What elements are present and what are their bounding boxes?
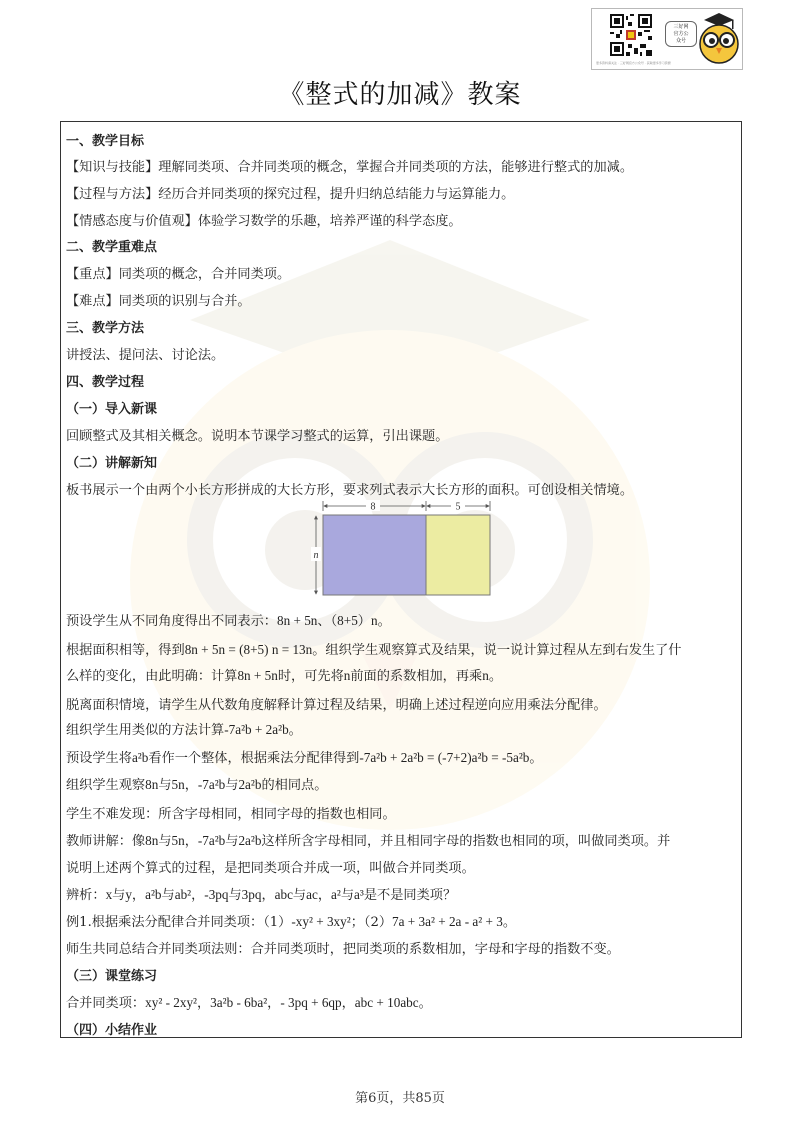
qr-caption-text: 更多资料请关注 · 三好网官方公众号 · 获取更多学习资源 bbox=[596, 61, 671, 65]
paragraph: 教师讲解：像8n与5n，-7a²b与2a²b这样所含字母相同，并且相同字母的指数也相同的项，叫做同类项。并 bbox=[66, 833, 671, 849]
paragraph: 板书展示一个由两个小长方形拼成的大长方形，要求列式表示大长方形的面积。可创设相关情境。 bbox=[66, 483, 634, 498]
subsection-heading-new-knowledge: （二）讲解新知 bbox=[66, 456, 158, 471]
paragraph: 回顾整式及其相关概念。说明本节课学习整式的运算，引出课题。 bbox=[66, 429, 449, 444]
paragraph: 【过程与方法】经历合并同类项的探究过程，提升归纳总结能力与运算能力。 bbox=[66, 187, 515, 202]
paragraph: 根据面积相等，得到8n + 5n = (8+5) n = 13n。组织学生观察算式及结果，说一说计算过程从左到右发生了什 bbox=[66, 642, 682, 658]
paragraph: 脱离面积情境，请学生从代数角度解释计算过程及结果，明确上述过程逆向应用乘法分配律。 bbox=[66, 698, 607, 713]
paragraph: 【重点】同类项的概念，合并同类项。 bbox=[66, 267, 291, 282]
paragraph: 组织学生用类似的方法计算-7a²b + 2a²b。 bbox=[66, 722, 302, 738]
paragraph: 【知识与技能】理解同类项、合并同类项的概念，掌握合并同类项的方法，能够进行整式的加减。 bbox=[66, 160, 634, 175]
left-rectangle bbox=[323, 515, 426, 595]
paragraph: 说明上述两个算式的过程，是把同类项合并成一项，叫做合并同类项。 bbox=[66, 861, 475, 876]
right-rectangle bbox=[426, 515, 490, 595]
qr-speech-bubble: 三好网 官方公 众号 bbox=[665, 21, 697, 47]
document-title: 《整式的加减》教案 bbox=[278, 80, 522, 110]
section-heading-objectives: 一、教学目标 bbox=[66, 134, 145, 149]
width-label-right: 5 bbox=[455, 501, 461, 513]
paragraph: 合并同类项：xy² - 2xy²，3a²b - 6ba²，- 3pq + 6qp，abc + 10abc。 bbox=[66, 995, 432, 1011]
subsection-heading-summary: （四）小结作业 bbox=[66, 1023, 158, 1038]
qr-code-icon bbox=[610, 14, 652, 56]
paragraph: 预设学生将a²b看作一个整体，根据乘法分配律得到-7a²b + 2a²b = (-7+2)a²b = -5a²b。 bbox=[66, 750, 543, 766]
area-rectangle-diagram bbox=[310, 497, 500, 600]
paragraph: 么样的变化，由此明确：计算8n + 5n时，可先将n前面的系数相加，再乘n。 bbox=[66, 668, 503, 684]
paragraph: 例1.根据乘法分配律合并同类项：（1）-xy² + 3xy²；（2）7a + 3a² + 2a - a² + 3。 bbox=[66, 914, 517, 930]
page-number: 第6页，共85页 bbox=[355, 1091, 445, 1106]
paragraph: 【情感态度与价值观】体验学习数学的乐趣，培养严谨的科学态度。 bbox=[66, 214, 462, 229]
subsection-heading-intro: （一）导入新课 bbox=[66, 402, 158, 417]
owl-mascot-icon bbox=[696, 10, 742, 66]
paragraph: 组织学生观察8n与5n，-7a²b与2a²b的相同点。 bbox=[66, 777, 328, 793]
paragraph: 辨析：x与y，a²b与ab²，-3pq与3pq，abc与ac，a²与a³是不是同类项？ bbox=[66, 887, 457, 903]
paragraph: 学生不难发现：所含字母相同，相同字母的指数也相同。 bbox=[66, 807, 396, 822]
width-label-left: 8 bbox=[370, 501, 376, 513]
height-label: n bbox=[313, 550, 319, 561]
qr-code-banner bbox=[591, 8, 743, 70]
section-heading-methods: 三、教学方法 bbox=[66, 321, 145, 336]
paragraph: 师生共同总结合并同类项法则：合并同类项时，把同类项的系数相加，字母和字母的指数不变。 bbox=[66, 942, 620, 957]
section-heading-process: 四、教学过程 bbox=[66, 375, 145, 390]
paragraph: 讲授法、提问法、讨论法。 bbox=[66, 348, 225, 363]
paragraph: 【难点】同类项的识别与合并。 bbox=[66, 294, 251, 309]
section-heading-key-points: 二、教学重难点 bbox=[66, 240, 158, 255]
paragraph: 预设学生从不同角度得出不同表示：8n + 5n、（8+5）n。 bbox=[66, 613, 391, 629]
subsection-heading-practice: （三）课堂练习 bbox=[66, 969, 158, 984]
